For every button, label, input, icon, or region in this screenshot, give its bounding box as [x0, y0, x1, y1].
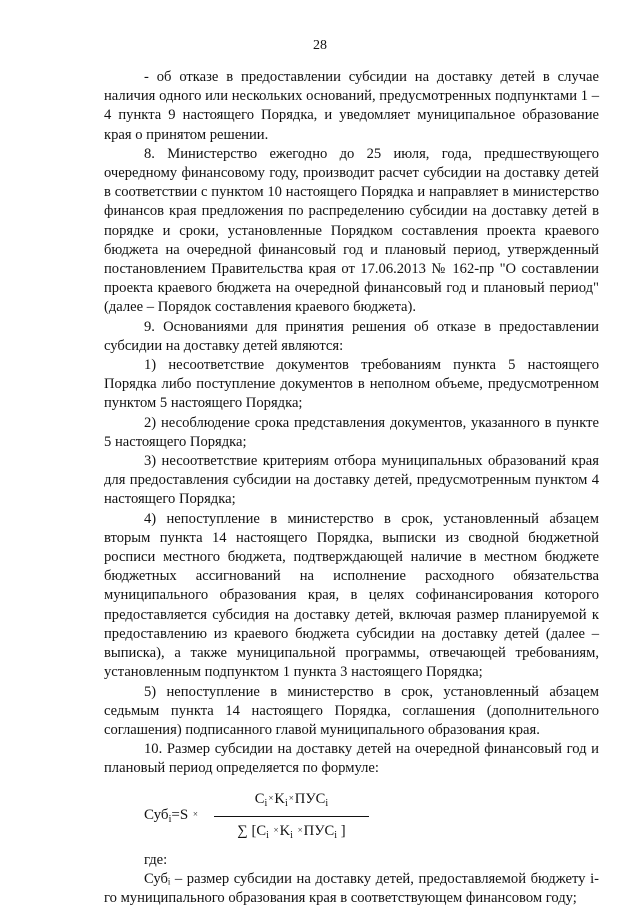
page-number: 28: [313, 38, 327, 53]
formula-denominator: ∑ [$C_i \times K_i \times ПУС_i$ ]: [237, 822, 346, 841]
paragraph-9: 9. Основаниями для принятия решения об отказе в предоставлении субсидии на доставку детей являются:: [104, 318, 599, 354]
subsidy-formula: [104, 785, 599, 849]
paragraph-10: 10. Размер субсидии на доставку детей на очередной финансовый год и плановый период определяется по формуле:: [104, 741, 599, 777]
paragraph-9-item-3: 3) несоответствие критериям отбора муниципальных образований края для предоставления субсидии на доставку детей, предусмотренным пунктом 4 настоящего Порядка;: [104, 453, 599, 508]
formula-numerator: $C_i\times K_i\times ПУС_i$: [254, 790, 329, 809]
paragraph-sub-definition: Субᵢ – размер субсидии на доставку детей, предоставляемой бюджету i-го муниципального образования края в соответствующем финансовом году;: [104, 870, 599, 906]
formula-lhs: Суб$_i$=S ×: [144, 806, 198, 825]
paragraph-9-item-5: 5) непоступление в министерство в срок, установленный абзацем седьмым пункта 14 настоящего Порядка, соглашения (дополнительного соглашения) подписанного главой муниципального образования края.: [104, 683, 599, 738]
formula-fraction: [214, 789, 369, 845]
paragraph-9-item-4: 4) непоступление в министерство в срок, установленный абзацем вторым пункта 14 настоящего Порядка, выписки из сводной бюджетной росписи местного бюджета, подтверждающей наличие в местном бюджете бюджетных ассигнований на исполнение расходного обязательства муниципального образования края, в целях софинансирования которого предоставляется субсидия на доставку детей, включая размер планируемой к предоставлению из краевого бюджета субсидии на доставку детей (далее – выписка), а также муниципальной программы, отвечающей требованиям, установленным подпунктом 1 пункта 3 настоящего Порядка;: [104, 510, 599, 681]
document-body: [104, 68, 599, 908]
paragraph-where: где:: [144, 851, 168, 868]
fraction-bar: [214, 816, 369, 817]
paragraph-9-item-2: 2) несоблюдение срока представления документов, указанного в пункте 5 настоящего Порядка;: [104, 414, 599, 450]
paragraph-refusal-notice: - об отказе в предоставлении субсидии на доставку детей в случае наличия одного или нескольких оснований, предусмотренных подпунктами 1 – 4 пункта 9 настоящего Порядка, и уведомляет муниципальное образование края о принятом решении.: [104, 69, 599, 143]
paragraph-9-item-1: 1) несоответствие документов требованиям пункта 5 настоящего Порядка либо поступление документов в неполном объеме, предусмотренном пунктом 5 настоящего Порядка;: [104, 357, 599, 412]
paragraph-8: 8. Министерство ежегодно до 25 июля, года, предшествующего очередному финансовому году, производит расчет субсидии на доставку детей в соответствии с пунктом 10 настоящего Порядка и направляет в министерство финансов края предложения по распределению субсидии на доставку детей в порядке и сроки, установленные Порядком составления проекта краевого бюджета на очередной финансовый год и плановый период, утвержденный постановлением Правительства края от 17.06.2013 № 162-пр "О составлении проекта краевого бюджета на очередной финансовый год и плановый период" (далее – Порядок составления краевого бюджета).: [104, 145, 599, 316]
